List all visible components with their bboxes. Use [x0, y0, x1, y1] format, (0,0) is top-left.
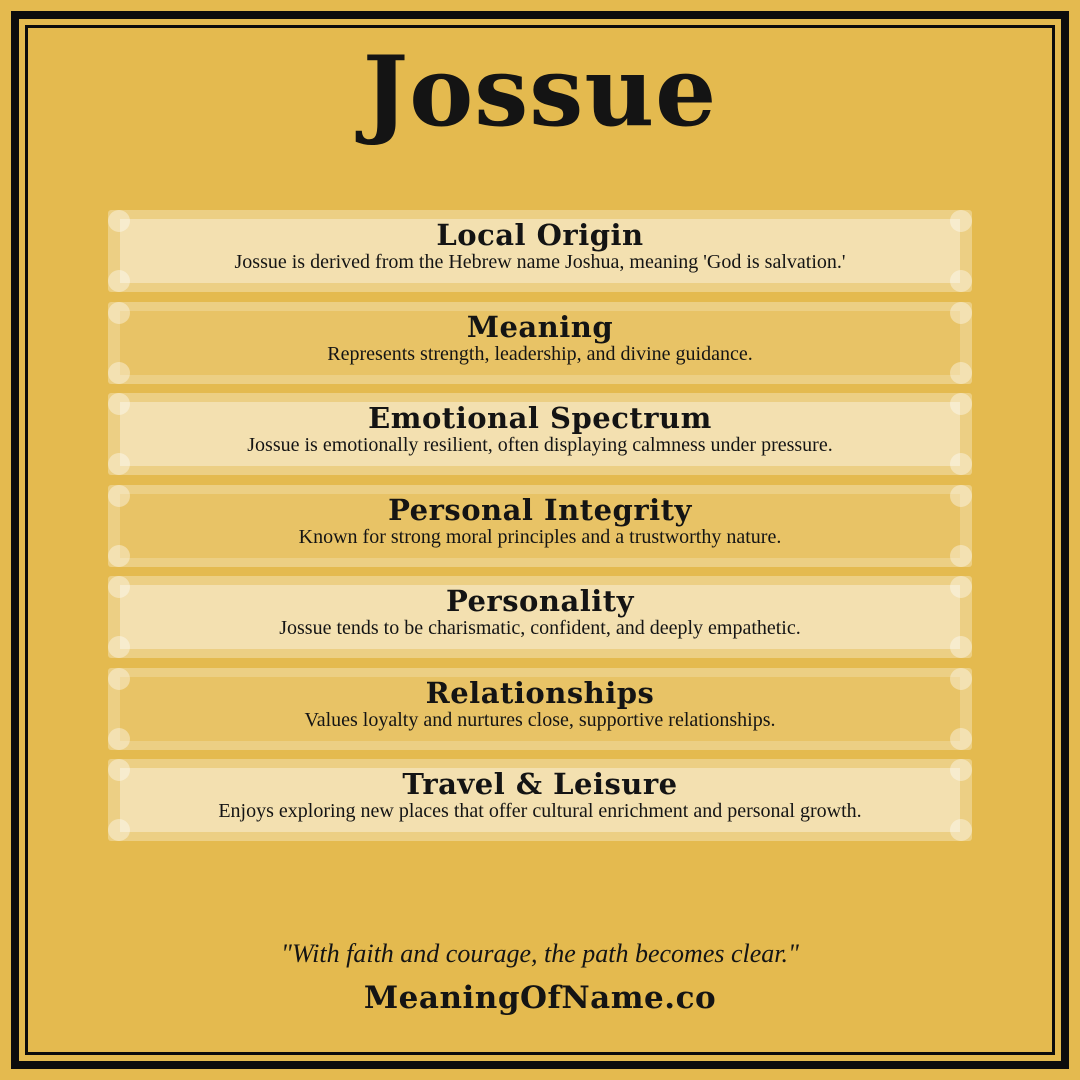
footer-quote: "With faith and courage, the path becomes clear."	[281, 939, 799, 968]
section-panel	[120, 768, 960, 832]
section-heading: Local Origin	[436, 219, 644, 252]
corner-rivet-icon	[950, 728, 972, 750]
page-title: Jossue	[362, 35, 718, 148]
corner-rivet-icon	[950, 393, 972, 415]
corner-rivet-icon	[108, 453, 130, 475]
corner-rivet-icon	[108, 668, 130, 690]
sections-list	[108, 210, 972, 841]
corner-rivet-icon	[108, 270, 130, 292]
corner-rivet-icon	[108, 819, 130, 841]
corner-rivet-icon	[950, 210, 972, 232]
corner-rivet-icon	[108, 545, 130, 567]
section-description: Values loyalty and nurtures close, supportive relationships.	[304, 708, 776, 731]
section-card-personality	[108, 576, 972, 658]
corner-rivet-icon	[950, 485, 972, 507]
section-description: Represents strength, leadership, and divine guidance.	[327, 342, 753, 365]
brand-name: MeaningOfName.co	[363, 980, 717, 1016]
section-panel	[120, 494, 960, 558]
corner-rivet-icon	[950, 453, 972, 475]
section-description: Enjoys exploring new places that offer cultural enrichment and personal growth.	[218, 800, 862, 823]
corner-rivet-icon	[950, 362, 972, 384]
corner-rivet-icon	[108, 728, 130, 750]
corner-rivet-icon	[108, 636, 130, 658]
section-card-emotional-spectrum	[108, 393, 972, 475]
section-panel	[120, 402, 960, 466]
corner-rivet-icon	[950, 270, 972, 292]
corner-rivet-icon	[108, 302, 130, 324]
section-heading: Emotional Spectrum	[368, 402, 712, 435]
section-card-personal-integrity	[108, 485, 972, 567]
section-card-meaning	[108, 302, 972, 384]
section-panel	[120, 311, 960, 375]
corner-rivet-icon	[950, 759, 972, 781]
corner-rivet-icon	[108, 576, 130, 598]
corner-rivet-icon	[950, 819, 972, 841]
corner-rivet-icon	[950, 668, 972, 690]
section-heading: Personal Integrity	[388, 493, 692, 527]
corner-rivet-icon	[950, 545, 972, 567]
section-card-local-origin	[108, 210, 972, 292]
section-description: Jossue is derived from the Hebrew name Joshua, meaning 'God is salvation.'	[234, 251, 846, 274]
corner-rivet-icon	[950, 302, 972, 324]
corner-rivet-icon	[108, 759, 130, 781]
corner-rivet-icon	[950, 576, 972, 598]
section-card-relationships	[108, 668, 972, 750]
corner-rivet-icon	[108, 485, 130, 507]
section-heading: Relationships	[425, 676, 655, 710]
corner-rivet-icon	[950, 636, 972, 658]
corner-rivet-icon	[108, 393, 130, 415]
section-heading: Personality	[445, 585, 635, 618]
section-description: Known for strong moral principles and a trustworthy nature.	[298, 525, 782, 548]
section-description: Jossue tends to be charismatic, confident, and deeply empathetic.	[279, 617, 801, 640]
section-heading: Meaning	[466, 310, 614, 344]
section-panel	[120, 585, 960, 649]
section-card-travel-leisure	[108, 759, 972, 841]
section-panel	[120, 219, 960, 283]
corner-rivet-icon	[108, 210, 130, 232]
section-panel	[120, 677, 960, 741]
corner-rivet-icon	[108, 362, 130, 384]
section-description: Jossue is emotionally resilient, often displaying calmness under pressure.	[247, 434, 833, 457]
section-heading: Travel & Leisure	[402, 768, 678, 801]
